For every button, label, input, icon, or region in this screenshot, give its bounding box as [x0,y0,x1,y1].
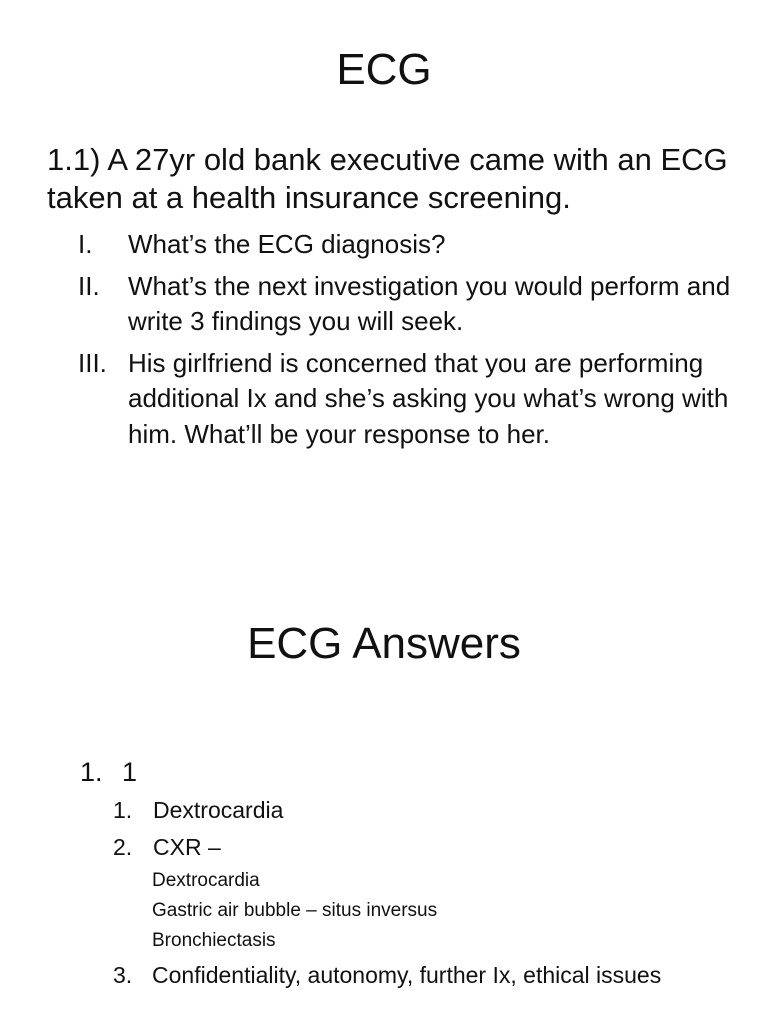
answer-item-number: 3. [113,962,133,988]
question-list [78,227,748,458]
answer-list-top-item [80,754,137,790]
answer-item-text: Dextrocardia [153,797,284,823]
question-item-number: III. [78,347,107,378]
slide2-title: ECG Answers [247,619,521,668]
cxr-finding: Dextrocardia [152,870,260,891]
answer-item-number: 2. [113,834,133,860]
cxr-finding: Gastric air bubble – situs inversus [152,900,438,921]
cxr-finding: Bronchiectasis [152,930,276,951]
question-item-text: His girlfriend is concerned that you are performing additional Ix and she’s asking you what’s wrong with him. What’ll be your response to her. [128,347,729,449]
answer-item-3 [113,960,673,990]
question-item-1 [78,227,748,263]
question-item-number: I. [78,229,93,259]
answer-item-2 [113,832,221,862]
question-item-number: II. [78,270,100,301]
question-item-2 [78,269,748,340]
answer-item-number: 1. [113,797,133,823]
question-stem: 1.1) A 27yr old bank executive came with an ECG taken at a health insurance screening. [47,142,728,215]
question-item-3 [78,346,748,453]
answer-item-text: CXR – [153,834,221,860]
answer-item-text: Confidentiality, autonomy, further Ix, ethical issues [152,962,662,988]
answer-top-text: 1 [122,757,138,787]
slide1-title: ECG [336,45,432,94]
question-item-text: What’s the ECG diagnosis? [128,229,446,259]
answer-item-1 [113,795,283,825]
answer-top-number: 1. [80,757,103,787]
question-item-text: What’s the next investigation you would perform and write 3 findings you will seek. [128,270,731,336]
